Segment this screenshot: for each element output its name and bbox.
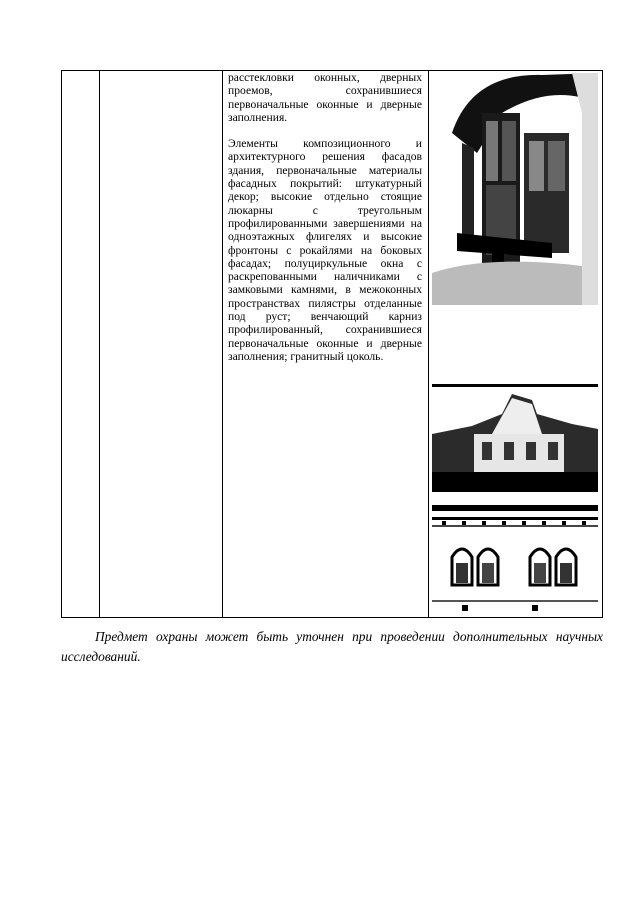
photo-facade-windows: [432, 505, 598, 615]
table-column-divider: [99, 71, 100, 617]
photo-column: [428, 71, 603, 617]
description-paragraph-2: Элементы композиционного и архитектурного решения фасадов здания, первоначальные материалы фасадных покрытий: штукатурный декор; высокие отдельно стоящие люкарны с треугольным профилированными завершениями на одноэтажных флигелях и высокие фронтоны с рокайлями на боковых фасадах; полуциркульные окна с раскрепованными наличниками с замковыми камнями, в межоконных пространствах пилястры отделанные под руст; венчающий карниз профилированный, сохранившиеся первоначальные оконные и дверные заполнения; гранитный цоколь.: [228, 137, 422, 363]
description-paragraph-1: расстекловки оконных, дверных проемов, сохранившиеся первоначальные оконные и дверные заполнения.: [228, 71, 422, 124]
photo-window-detail: [432, 73, 598, 305]
table-column-divider: [222, 71, 223, 617]
protection-table: [61, 70, 603, 618]
protection-subject-description: [228, 71, 422, 363]
photo-building-facade: [432, 384, 598, 496]
footnote: Предмет охраны может быть уточнен при проведении дополнительных научных исследований.: [61, 629, 603, 664]
